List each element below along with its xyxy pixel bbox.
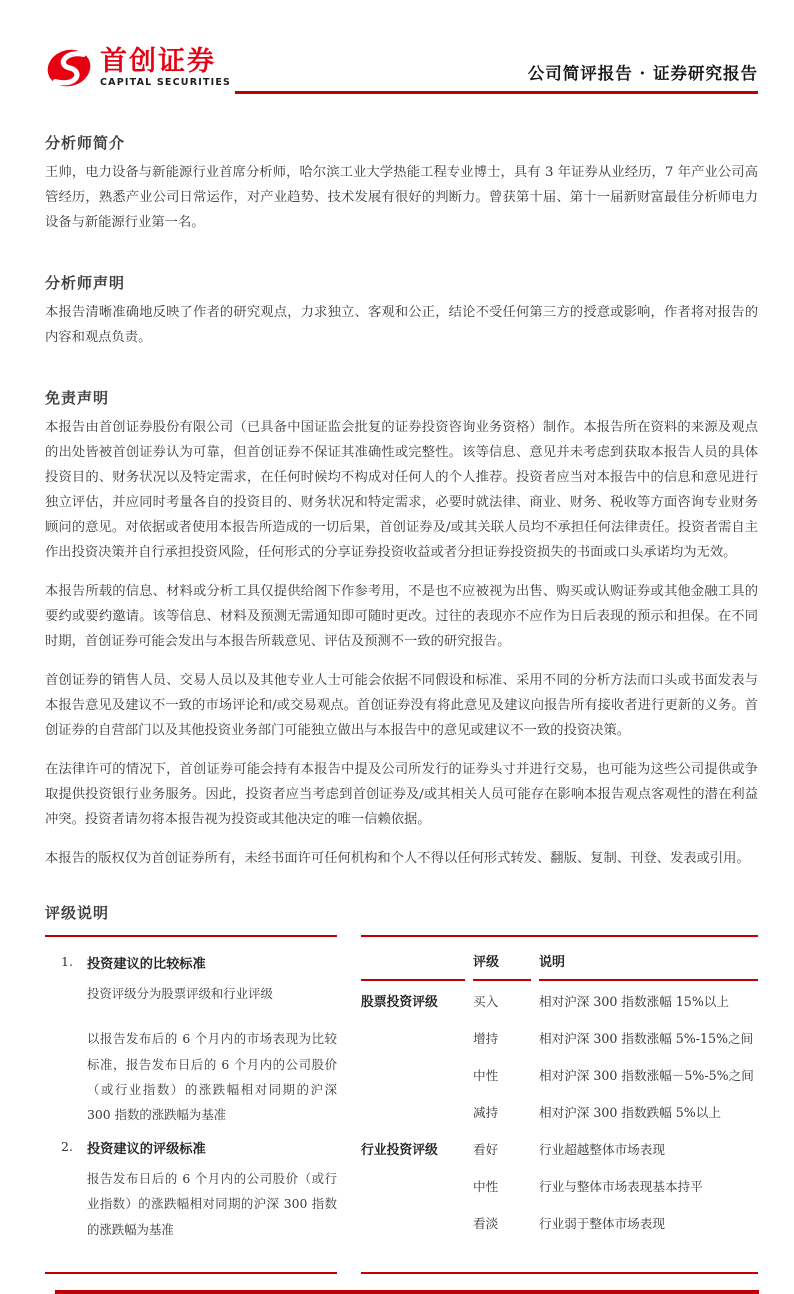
analyst-intro-body: 王帅，电力设备与新能源行业首席分析师，哈尔滨工业大学热能工程专业博士，具有 3 年证券从业经历，7 年产业公司高管经历，熟悉产业公司日常运作，对产业趋势、技术发展有很好的判断力。曾获第十届、第十一届新财富最佳分析师电力设备与新能源行业第一名。	[45, 165, 758, 230]
company-logo	[45, 44, 235, 94]
brand-text	[100, 48, 231, 88]
rating-group-name: 股票投资评级	[361, 994, 438, 1010]
analyst-intro-title: 分析师简介	[45, 134, 126, 152]
rating-criteria-column	[45, 935, 337, 1274]
page-header	[45, 44, 758, 94]
rating-group-spacer	[361, 1055, 465, 1092]
table-header-spacer	[361, 947, 465, 981]
rating-group-spacer	[361, 1166, 465, 1203]
rating-description: 行业与整体市场表现基本持平	[539, 1178, 703, 1194]
criteria-number: 2.	[61, 1138, 73, 1154]
criteria-title: 投资建议的评级标准	[87, 1141, 206, 1157]
analyst-statement-body: 本报告清晰准确地反映了作者的研究观点，力求独立、客观和公正，结论不受任何第三方的授意或影响，作者将对报告的内容和观点负责。	[45, 304, 758, 345]
brand-name-en: CAPITAL SECURITIES	[100, 77, 232, 89]
section-analyst-intro	[45, 132, 758, 236]
capital-securities-logo-icon	[45, 44, 93, 92]
brand-name-cn: 首创证券	[100, 46, 216, 78]
criteria-item	[45, 1138, 337, 1242]
rating-group-spacer	[361, 1092, 465, 1129]
rating-description: 相对沪深 300 指数涨幅－5%-5%之间	[539, 1067, 754, 1083]
rating-group-name: 行业投资评级	[361, 1142, 438, 1158]
rating-description: 行业超越整体市场表现	[539, 1141, 665, 1157]
criteria-number: 1.	[61, 953, 73, 969]
table-header-rating: 评级	[473, 947, 531, 981]
rating-title: 评级说明	[45, 903, 110, 922]
rating-description: 相对沪深 300 指数涨幅 15%以上	[539, 993, 729, 1009]
disclaimer-title: 免责声明	[45, 388, 110, 407]
criteria-text: 投资评级分为股票评级和行业评级	[87, 985, 273, 1001]
disclaimer-paragraph: 在法律许可的情况下，首创证券可能会持有本报告中提及公司所发行的证券头寸并进行交易，也可能为这些公司提供或争取提供投资银行业务服务。因此，投资者应当考虑到首创证券及/或其相关人员可能存在影响本报告观点客观性的潜在利益冲突。投资者请勿将本报告视为投资或其他决定的唯一信赖依据。	[45, 761, 758, 827]
analyst-statement-title: 分析师声明	[45, 273, 126, 292]
criteria-item	[45, 953, 337, 1128]
criteria-text: 以报告发布后的 6 个月内的市场表现为比较标准，报告发布日后的 6 个月内的公司股价（或行业指数）的涨跌幅相对同期的沪深 300 指数的涨跌幅为基准	[87, 1031, 337, 1123]
rating-table	[361, 947, 758, 1240]
rating-description: 相对沪深 300 指数跌幅 5%以上	[539, 1104, 721, 1120]
disclaimer-paragraph: 本报告由首创证券股份有限公司（已具备中国证监会批复的证券投资咨询业务资格）制作。本报告所在资料的来源及观点的出处皆被首创证券认为可靠，但首创证券不保证其准确性或完整性。该等信息、意见并未考虑到获取本报告人员的具体投资目的、财务状况以及特定需求，在任何时候均不构成对任何人的个人推荐。投资者应当对本报告中的信息和意见进行独立评估，并应同时考量各自的投资目的、财务状况和特定需求，必要时就法律、商业、财务、税收等方面咨询专业财务顾问的意见。对依据或者使用本报告所造成的一切后果，首创证券及/或其关联人员均不承担任何法律责任。投资者需自主作出投资决策并自行承担投资风险，任何形式的分享证券投资收益或者分担证券投资损失的书面或口头承诺均为无效。	[45, 419, 758, 560]
report-type-title: 公司简评报告 · 证券研究报告	[235, 60, 758, 94]
rating-value: 减持	[473, 1104, 499, 1120]
rating-description: 行业弱于整体市场表现	[539, 1215, 665, 1231]
criteria-title: 投资建议的比较标准	[87, 956, 206, 972]
rating-columns	[45, 935, 758, 1274]
rating-value: 看淡	[473, 1215, 499, 1231]
rating-value: 中性	[473, 1067, 499, 1083]
table-header-desc: 说明	[539, 947, 758, 981]
rating-group-spacer	[361, 1018, 465, 1055]
rating-table-column	[361, 935, 758, 1274]
disclaimer-paragraph: 首创证券的销售人员、交易人员以及其他专业人士可能会依据不同假设和标准、采用不同的分析方法而口头或书面发表与本报告意见及建议不一致的市场评论和/或交易观点。首创证券没有将此意见及建议向报告所有接收者进行更新的义务。首创证券的自营部门以及其他投资业务部门可能独立做出与本报告中的意见或建议不一致的投资决策。	[45, 672, 758, 738]
rating-group-spacer	[361, 1203, 465, 1240]
section-rating-explanation	[45, 902, 758, 1294]
rating-value: 增持	[473, 1030, 499, 1046]
rating-value: 看好	[473, 1141, 499, 1157]
page-bottom-divider	[55, 1290, 759, 1294]
rating-value: 买入	[473, 993, 499, 1009]
rating-description: 相对沪深 300 指数涨幅 5%-15%之间	[539, 1030, 754, 1046]
disclaimer-paragraph: 本报告的版权仅为首创证券所有，未经书面许可任何机构和个人不得以任何形式转发、翻版、复制、刊登、发表或引用。	[45, 850, 750, 866]
section-analyst-statement	[45, 272, 758, 351]
section-disclaimer	[45, 387, 758, 872]
rating-value: 中性	[473, 1178, 499, 1194]
disclaimer-paragraph: 本报告所载的信息、材料或分析工具仅提供给阁下作参考用，不是也不应被视为出售、购买或认购证券或其他金融工具的要约或要约邀请。该等信息、材料及预测无需通知即可随时更改。过往的表现亦不应作为日后表现的预示和担保。在不同时期，首创证券可能会发出与本报告所载意见、评估及预测不一致的研究报告。	[45, 583, 758, 649]
criteria-text: 报告发布日后的 6 个月内的公司股价（或行业指数）的涨跌幅相对同期的沪深 300 指数的涨跌幅为基准	[87, 1170, 337, 1237]
